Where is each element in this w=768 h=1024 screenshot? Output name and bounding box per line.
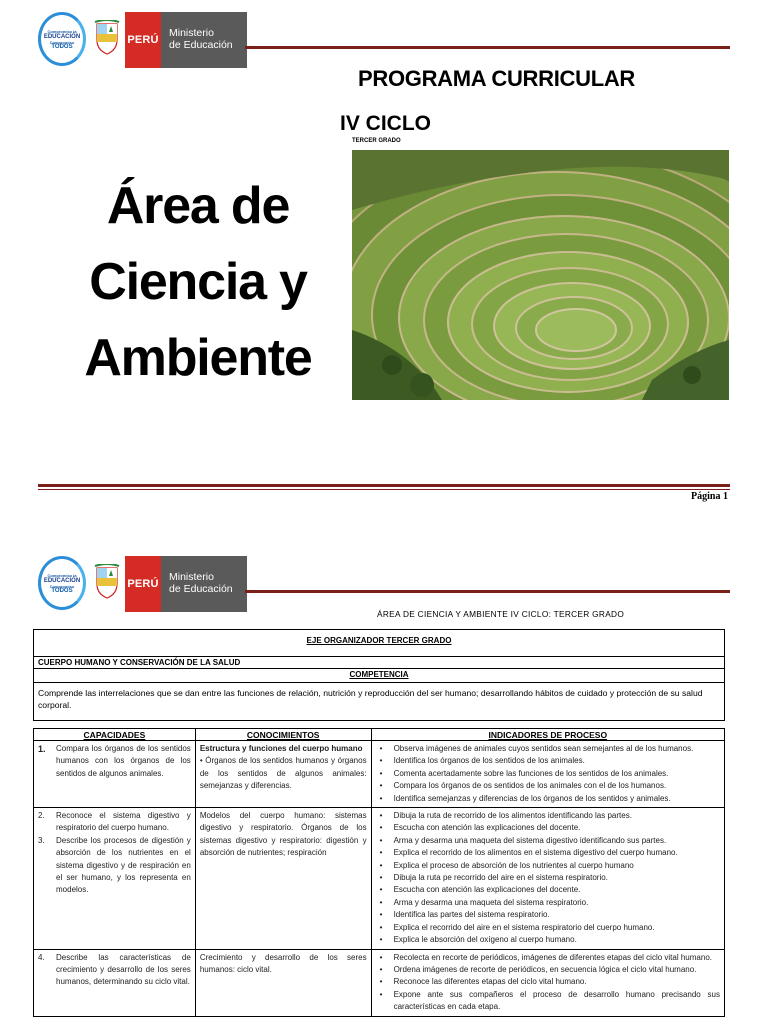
- list-item: • Comenta acertadamente sobre las funciones de los sentidos de los animales.: [376, 768, 720, 780]
- capacidades-cell: 4. Describe las características de crecimiento y desarrollo de los seres humanos, determinando su ciclo vital.: [34, 949, 196, 1016]
- table-row: [34, 949, 725, 1016]
- header-rule-page2: [245, 590, 730, 593]
- list-item: • Expone ante sus compañeros el proceso de desarrollo humano precisando sus características en cada etapa.: [376, 989, 720, 1014]
- area-title: Área de Ciencia y Ambiente: [84, 177, 312, 387]
- peru-label: PERÚ: [125, 12, 161, 68]
- indicadores-cell: [371, 741, 724, 808]
- footer-rule: [38, 484, 730, 487]
- conocimientos-cell: Crecimiento y desarrollo de los seres humanos: ciclo vital.: [195, 949, 371, 1016]
- list-item: • Explica el proceso de absorción de los nutrientes al cuerpo humano: [376, 860, 720, 872]
- program-title: PROGRAMA CURRICULAR: [358, 66, 636, 91]
- footer-rule-thin: [38, 489, 730, 490]
- column-header-conocimientos: CONOCIMIENTOS: [195, 729, 371, 741]
- table-row: [34, 808, 725, 949]
- list-item: • Ordena imágenes de recorte de periódicos, en secuencia lógica el ciclo vital humano.: [376, 964, 720, 976]
- column-header-capacidades: CAPACIDADES: [34, 729, 196, 741]
- eje-header: EJE ORGANIZADOR TERCER GRADO: [34, 630, 724, 657]
- indicadores-cell: [371, 949, 724, 1016]
- document-subtitle: ÁREA DE CIENCIA Y AMBIENTE IV CICLO: TERCER GRADO: [377, 609, 625, 619]
- list-item: • Compara los órganos de os sentidos de los animales con el de los humanos.: [376, 780, 720, 792]
- header-logos: [38, 12, 248, 68]
- list-item: • Arma y desarma una maqueta del sistema digestivo identificando sus partes.: [376, 835, 720, 847]
- list-item: • Identifica los órganos de los sentidos de los animales.: [376, 755, 720, 767]
- list-item: • Dibuja la ruta pe recorrido del aire en el sistema respiratorio.: [376, 872, 720, 884]
- capacidades-cell: 1. Compara los órganos de los sentidos humanos con los órganos de los sentidos de algunos animales.: [34, 741, 196, 808]
- eje-value: CUERPO HUMANO Y CONSERVACIÓN DE LA SALUD: [34, 657, 724, 669]
- moray-terraces-photo: [352, 150, 729, 400]
- page-number: Página 1: [691, 491, 728, 502]
- list-item: • Arma y desarma una maqueta del sistema respiratorio.: [376, 897, 720, 909]
- capacidades-cell: 2. Reconoce el sistema digestivo y respiratorio del cuerpo humano. 3. Describe los procesos de digestión y absorción de los nutrientes en el sistema digestivo y de respiración en el ser humano, y los representa en modelos.: [34, 808, 196, 949]
- list-item: • Reconoce las diferentes etapas del ciclo vital humano.: [376, 976, 720, 988]
- competencia-text: Comprende las interrelaciones que se dan entre las funciones de relación, nutrición y reproducción del ser humano; desarrollando hábitos de cuidado y protección de su salud corporal.: [38, 688, 703, 710]
- list-item: • Dibuja la ruta de recorrido de los alimentos identificando las partes.: [376, 810, 720, 822]
- curriculum-table: [33, 728, 725, 1017]
- list-item: • Escucha con atención las explicaciones del docente.: [376, 822, 720, 834]
- grado-label: TERCER GRADO: [352, 138, 401, 144]
- list-item: • Observa imágenes de animales cuyos sentidos sean semejantes al de los humanos.: [376, 743, 720, 755]
- ciclo-title: IV CICLO: [340, 112, 432, 135]
- peru-coat-of-arms-icon: [94, 564, 120, 600]
- peru-label: PERÚ: [125, 556, 161, 612]
- education-commitment-logo: Compromiso la EDUCACIÓN Compromiso TODOS: [38, 12, 86, 66]
- list-item: • Identifica las partes del sistema respiratorio.: [376, 909, 720, 921]
- ministerio-label: Ministerio de Educación: [161, 556, 247, 612]
- competencia-header: COMPETENCIA: [34, 669, 724, 683]
- conocimientos-cell: Modelos del cuerpo humano: sistemas digestivo y respiratorio. Órganos de los sistemas digestivo y respiratorio: digestión y absorción de nutrientes; respiración: [195, 808, 371, 949]
- ministerio-label: Ministerio de Educación: [161, 12, 247, 68]
- header-rule: [245, 46, 730, 49]
- eje-competencia-box: [33, 629, 725, 721]
- education-commitment-logo: Compromiso la EDUCACIÓN Compromiso TODOS: [38, 556, 86, 610]
- header-logos-page2: [38, 556, 248, 612]
- column-header-indicadores: INDICADORES DE PROCESO: [371, 729, 724, 741]
- list-item: • Escucha con atención las explicaciones del docente.: [376, 884, 720, 896]
- peru-coat-of-arms-icon: [94, 20, 120, 56]
- indicadores-cell: [371, 808, 724, 949]
- list-item: • Recolecta en recorte de periódicos, imágenes de diferentes etapas del ciclo vital humano.: [376, 952, 720, 964]
- conocimientos-cell: Estructura y funciones del cuerpo humano • Órganos de los sentidos humanos y órganos de los sentidos de algunos animales: semejanzas y diferencias.: [195, 741, 371, 808]
- table-row: [34, 741, 725, 808]
- list-item: • Identifica semejanzas y diferencias de los órganos de los sentidos y animales.: [376, 793, 720, 805]
- list-item: • Explica el recorrido de los alimentos en el sistema digestivo del cuerpo humano.: [376, 847, 720, 859]
- list-item: • Explica el recorrido del aire en el sistema respiratorio del cuerpo humano.: [376, 922, 720, 934]
- list-item: • Explica le absorción del oxígeno al cuerpo humano.: [376, 934, 720, 946]
